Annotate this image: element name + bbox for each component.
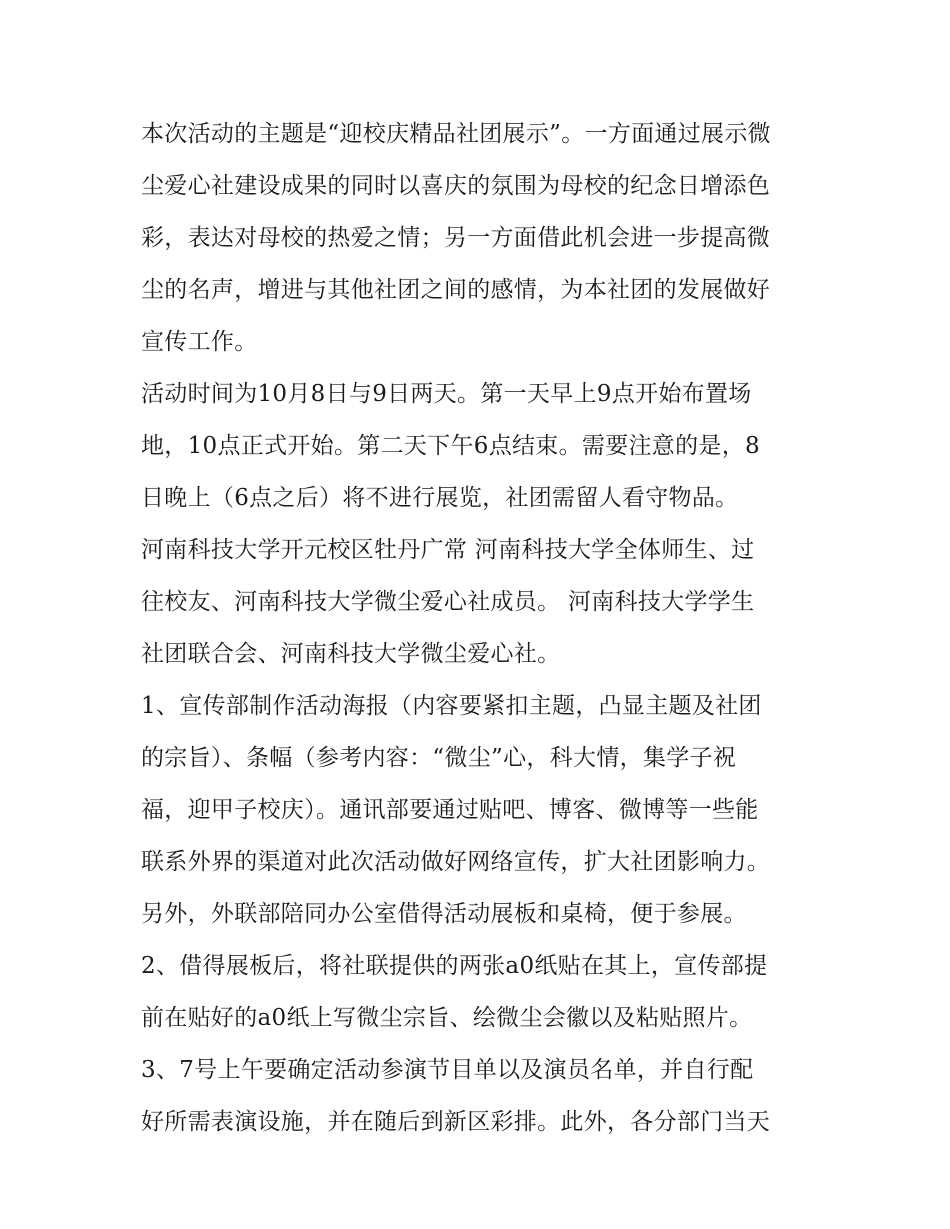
text-line: 河南科技大学开元校区牡丹广常 河南科技大学全体师生、过 [141,537,755,563]
text-line: 尘爱心社建设成果的同时以喜庆的氛围为母校的纪念日增添色 [141,173,771,199]
text-line: 往校友、河南科技大学微尘爱心社成员。 河南科技大学学生 [141,589,755,615]
text-line: 日晚上（6点之后）将不进行展览，社团需留人看守物品。 [141,485,739,511]
text-line: 尘的名声，增进与其他社团之间的感情，为本社团的发展做好 [141,277,771,303]
text-line: 地，10点正式开始。第二天下午6点结束。需要注意的是，8 [141,433,760,459]
text-line: 好所需表演设施，并在随后到新区彩排。此外，各分部门当天 [141,1109,771,1135]
text-line: 福，迎甲子校庆）。通讯部要通过贴吧、博客、微博等一些能 [141,797,759,823]
text-line: 社团联合会、河南科技大学微尘爱心社。 [141,641,561,667]
paragraph-location-participants [141,524,813,680]
text-line: 1、宣传部制作活动海报（内容要紧扣主题，凸显主题及社团 [141,693,762,719]
text-line: 2、借得展板后，将社联提供的两张a0纸贴在其上，宣传部提 [141,953,768,979]
text-line: 另外，外联部陪同办公室借得活动展板和桌椅，便于参展。 [141,901,747,927]
text-line: 宣传工作。 [141,329,258,355]
paragraph-step-3 [141,1044,813,1148]
text-line: 联系外界的渠道对此次活动做好网络宣传，扩大社团影响力。 [141,849,771,875]
text-line: 的宗旨）、条幅（参考内容：“微尘”心，科大情，集学子祝 [141,745,737,771]
text-line: 彩，表达对母校的热爱之情；另一方面借此机会进一步提高微 [141,225,771,251]
paragraph-step-1 [141,680,813,940]
paragraph-step-2 [141,940,813,1044]
text-line: 前在贴好的a0纸上写微尘宗旨、绘微尘会徽以及粘贴照片。 [141,1005,753,1031]
paragraph-time [141,368,813,524]
paragraph-theme [141,108,813,368]
text-line: 活动时间为10月8日与9日两天。第一天早上9点开始布置场 [141,381,752,407]
text-line: 本次活动的主题是“迎校庆精品社团展示”。一方面通过展示微 [141,121,771,147]
text-line: 3、7号上午要确定活动参演节目单以及演员名单，并自行配 [141,1057,754,1083]
document-body [141,108,813,1148]
